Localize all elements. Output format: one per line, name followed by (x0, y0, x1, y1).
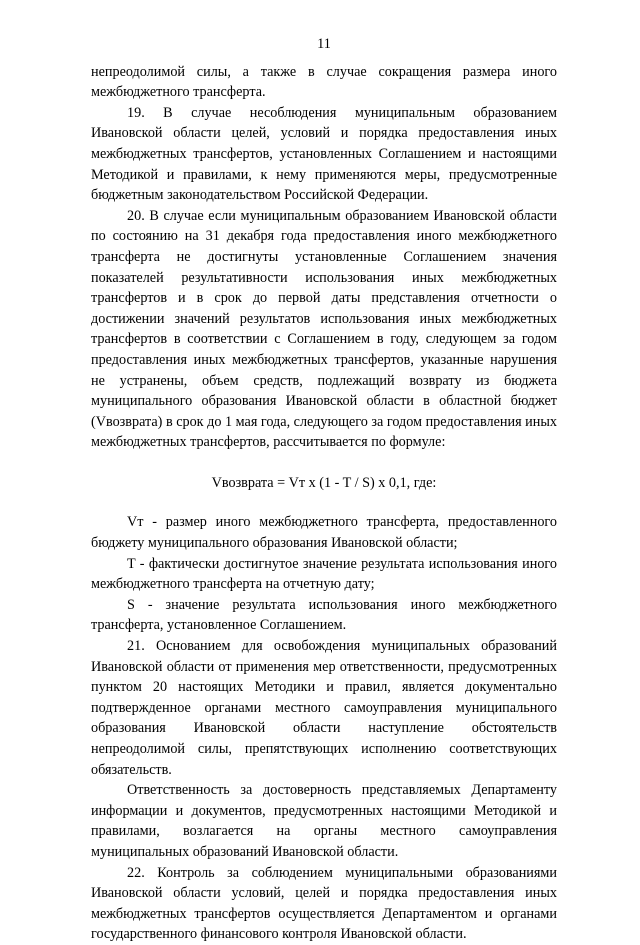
paragraph-responsibility: Ответственность за достоверность представляемых Департаменту информации и документов, предусмотренных настоящими Методикой и правилами, возлагается на органы местного самоуправления муниципальных образований Ивановской области. (91, 782, 557, 860)
definition-t: T - фактически достигнутое значение результата использования иного межбюджетного трансферта на отчетную дату; (91, 555, 557, 593)
page-number: 11 (317, 36, 331, 52)
paragraph-item-22: 22. Контроль за соблюдением муниципальными образованиями Ивановской области условий, целей и порядка предоставления иных межбюджетных трансфертов осуществляется Департаментом и органами государственного финансового контроля Ивановской области. (91, 864, 557, 943)
paragraph-item-20: 20. В случае если муниципальным образованием Ивановской области по состоянию на 31 декабря года предоставления иного межбюджетного трансферта не достигнуты установленные Соглашением значения показателей результативности использования иных межбюджетных трансфертов и в срок до первой даты представления отчетности о достижении значений результатов использования иных межбюджетных трансфертов в соответствии с Соглашением в году, следующем за годом предоставления иных межбюджетных трансфертов, указанные нарушения не устранены, объем средств, подлежащий возврату из бюджета муниципального образования Ивановской области в областной бюджет (Vвозврата) в срок до 1 мая года, следующего за годом предоставления иных межбюджетных трансфертов, рассчитывается по формуле: (91, 207, 557, 451)
document-page (91, 34, 557, 945)
paragraph-item-21: 21. Основанием для освобождения муниципальных образований Ивановской области от применения мер ответственности, предусмотренных пунктом 20 настоящих Методики и правил, является документально подтвержденное органами местного самоуправления муниципального образования Ивановской области наступление обстоятельств непреодолимой силы, препятствующих исполнению соответствующих обязательств. (91, 638, 557, 778)
definition-vt: Vт - размер иного межбюджетного трансферта, предоставленного бюджету муниципального образования Ивановской области; (91, 514, 557, 552)
paragraph-item-19: 19. В случае несоблюдения муниципальным образованием Ивановской области целей, условий и порядка предоставления иных межбюджетных трансфертов, установленных Соглашением и настоящими Методикой и правилами, к нему применяются меры, предусмотренные бюджетным законодательством Российской Федерации. (91, 104, 557, 204)
refund-formula: Vвозврата = Vт x (1 - T / S) x 0,1, где: (211, 474, 437, 491)
paragraph-continuation: непреодолимой силы, а также в случае сокращения размера иного межбюджетного трансферта. (91, 63, 557, 101)
definition-s: S - значение результата использования иного межбюджетного трансферта, установленное Соглашением. (91, 596, 557, 634)
